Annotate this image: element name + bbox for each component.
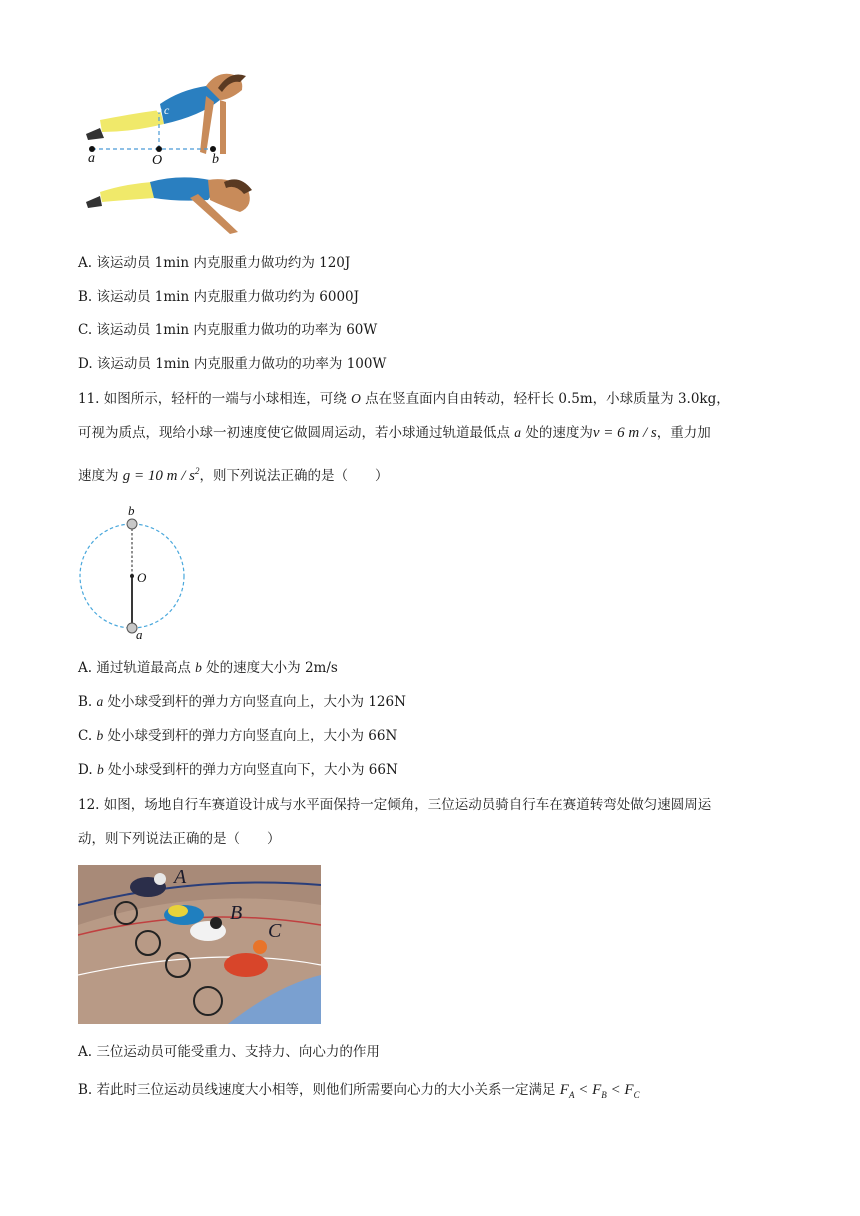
q12-stem-line2: 动，则下列说法正确的是（ ） [78, 831, 281, 847]
label-c: C [268, 920, 282, 942]
label-a: a [88, 151, 95, 166]
velocity-formula: v = 6 m / s [592, 425, 657, 441]
label-a: A [174, 866, 187, 888]
athlete-down-pose [86, 177, 252, 234]
q11-stem-line2: 可视为质点，现给小球一初速度使它做圆周运动，若小球通过轨道最低点 a 处的速度为v = 6 m / s，重力加 [78, 425, 711, 441]
q12-option-b: B. 若此时三位运动员线速度大小相等，则他们所需要向心力的大小关系一定满足 $F_A < F_B < F_C$ [78, 1082, 640, 1100]
q11-option-c: C. b 处小球受到杆的弹力方向竖直向上，大小为 66N [78, 728, 398, 744]
velodrome-photo [78, 865, 321, 1024]
force-inequality: $F_A < F_B < F_C$ [559, 1082, 640, 1100]
q10-option-c: C. 该运动员 1min 内克服重力做功的功率为 60W [78, 322, 378, 338]
q11-option-d: D. b 处小球受到杆的弹力方向竖直向下，大小为 66N [78, 762, 398, 778]
q10-option-b: B. 该运动员 1min 内克服重力做功约为 6000J [78, 289, 360, 305]
label-a: a [136, 627, 143, 642]
label-o: O [152, 153, 163, 168]
q10-option-d: D. 该运动员 1min 内克服重力做功的功率为 100W [78, 356, 387, 372]
q12-stem-line1: 12. 如图，场地自行车赛道设计成与水平面保持一定倾角，三位运动员骑自行车在赛道转弯处做匀速圆周运 [78, 797, 712, 813]
q10-option-a: A. 该运动员 1min 内克服重力做功约为 120J [78, 255, 351, 271]
gravity-formula: g = 10 m / $s^2$ [122, 466, 200, 484]
label-b: B [230, 902, 243, 924]
label-b: b [128, 503, 135, 518]
label-c: c [164, 103, 170, 117]
q12-option-a: A. 三位运动员可能受重力、支持力、向心力的作用 [78, 1044, 380, 1060]
label-b: b [212, 152, 219, 167]
circle-rod-figure [72, 502, 196, 642]
q11-option-b: B. a 处小球受到杆的弹力方向竖直向上，大小为 126N [78, 694, 406, 710]
pushup-figure [80, 66, 260, 244]
q11-option-a: A. 通过轨道最高点 b 处的速度大小为 2m/s [78, 660, 338, 676]
q11-stem-line1: 11. 如图所示，轻杆的一端与小球相连，可绕 O 点在竖直面内自由转动，轻杆长 0.5m，小球质量为 3.0kg， [78, 391, 730, 407]
q11-stem-line3: 速度为 g = 10 m / $s^2$，则下列说法正确的是（ ） [78, 466, 389, 484]
label-o: O [137, 570, 147, 585]
